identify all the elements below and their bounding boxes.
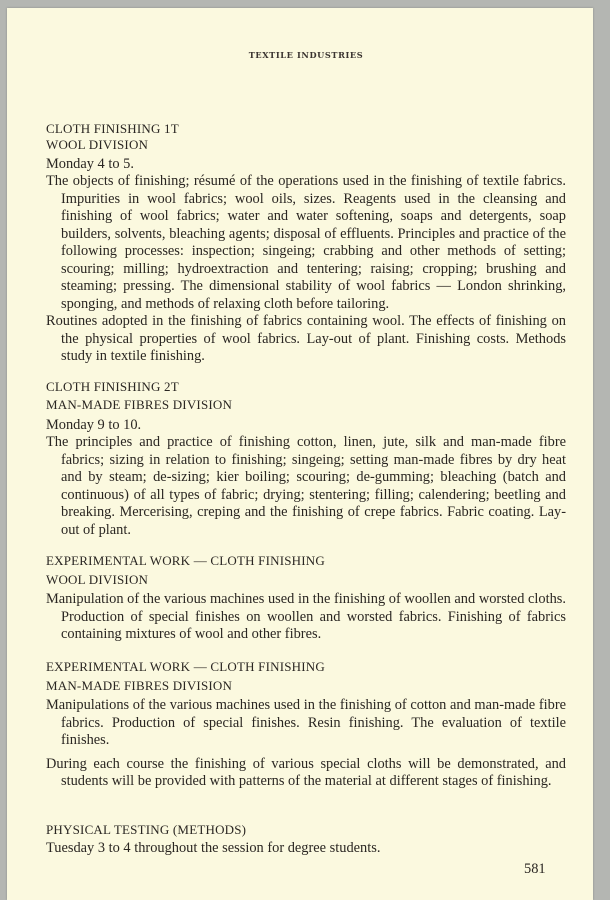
book-page [7,8,593,900]
schedule-time: Monday 4 to 5. [46,156,134,172]
section-subheading: WOOL DIVISION [46,572,149,587]
running-head: TEXTILE INDUSTRIES [248,50,364,60]
paragraph: The objects of finishing; résumé of the operations used in the finishing of textile fabrics. Impurities in wool fabrics; wool oils, sizes. Reagents used in the cleansing and finishing of wool fabrics; water and water softening, soaps and detergents, soap builders, solvents, bleaching agents; disposal of effluents. Principles and practice of the following processes: inspection; singeing; crabbing and other methods of setting; scouring; milling; hydroextraction and tentering; raising; cropping; brushing and steaming; pressing. The dimensional stability of wool fabrics — London shrinking, sponging, and methods of relaxing cloth before tailoring. [46,173,566,312]
section-experimental-man-made [46,658,566,791]
paragraph: During each course the finishing of various special cloths will be demonstrated, and students will be provided with patterns of the material at different stages of finishing. [46,755,566,789]
paragraph: Routines adopted in the finishing of fabrics containing wool. The effects of finishing on the physical properties of wool fabrics. Lay-out of plant. Finishing costs. Methods study in textile finishing. [46,313,566,364]
section-heading: EXPERIMENTAL WORK — CLOTH FINISHING [46,553,325,568]
section-experimental-wool [46,552,566,644]
section-heading: EXPERIMENTAL WORK — CLOTH FINISHING [46,659,325,674]
section-heading: CLOTH FINISHING 1T [46,121,179,136]
paragraph: The principles and practice of finishing cotton, linen, jute, silk and man-made fibre fabrics; sizing in relation to finishing; singeing; setting man-made fibres by dry heat and by steam; de-sizing; kier boiling; scouring; de-gumming; bleaching (batch and continuous) of all types of fabric; drying; stentering; filling; calendering; beetling and breaking. Mercerising, creping and the finishing of crepe fabrics. Fabric coating. Lay-out of plant. [46,434,566,538]
paragraph: Manipulations of the various machines used in the finishing of cotton and man-made fibre fabrics. Production of special finishes. Resin finishing. The evaluation of textile finishes. [46,697,566,748]
section-physical-testing [46,820,566,857]
section-subheading: MAN-MADE FIBRES DIVISION [46,678,233,693]
section-cloth-finishing-1t [46,121,566,366]
schedule-time: Tuesday 3 to 4 throughout the session for degree students. [46,840,381,856]
section-heading: PHYSICAL TESTING (METHODS) [46,822,247,837]
section-heading: CLOTH FINISHING 2T [46,379,179,394]
section-subheading: WOOL DIVISION [46,137,149,152]
section-cloth-finishing-2t [46,378,566,539]
section-subheading: MAN-MADE FIBRES DIVISION [46,397,233,412]
paragraph: Manipulation of the various machines used in the finishing of woollen and worsted cloths. Production of special finishes on woollen and worsted fabrics. Finishing of fabrics containing mixtures of wool and other fibres. [46,591,566,642]
page-number: 581 [524,861,546,877]
schedule-time: Monday 9 to 10. [46,417,142,433]
